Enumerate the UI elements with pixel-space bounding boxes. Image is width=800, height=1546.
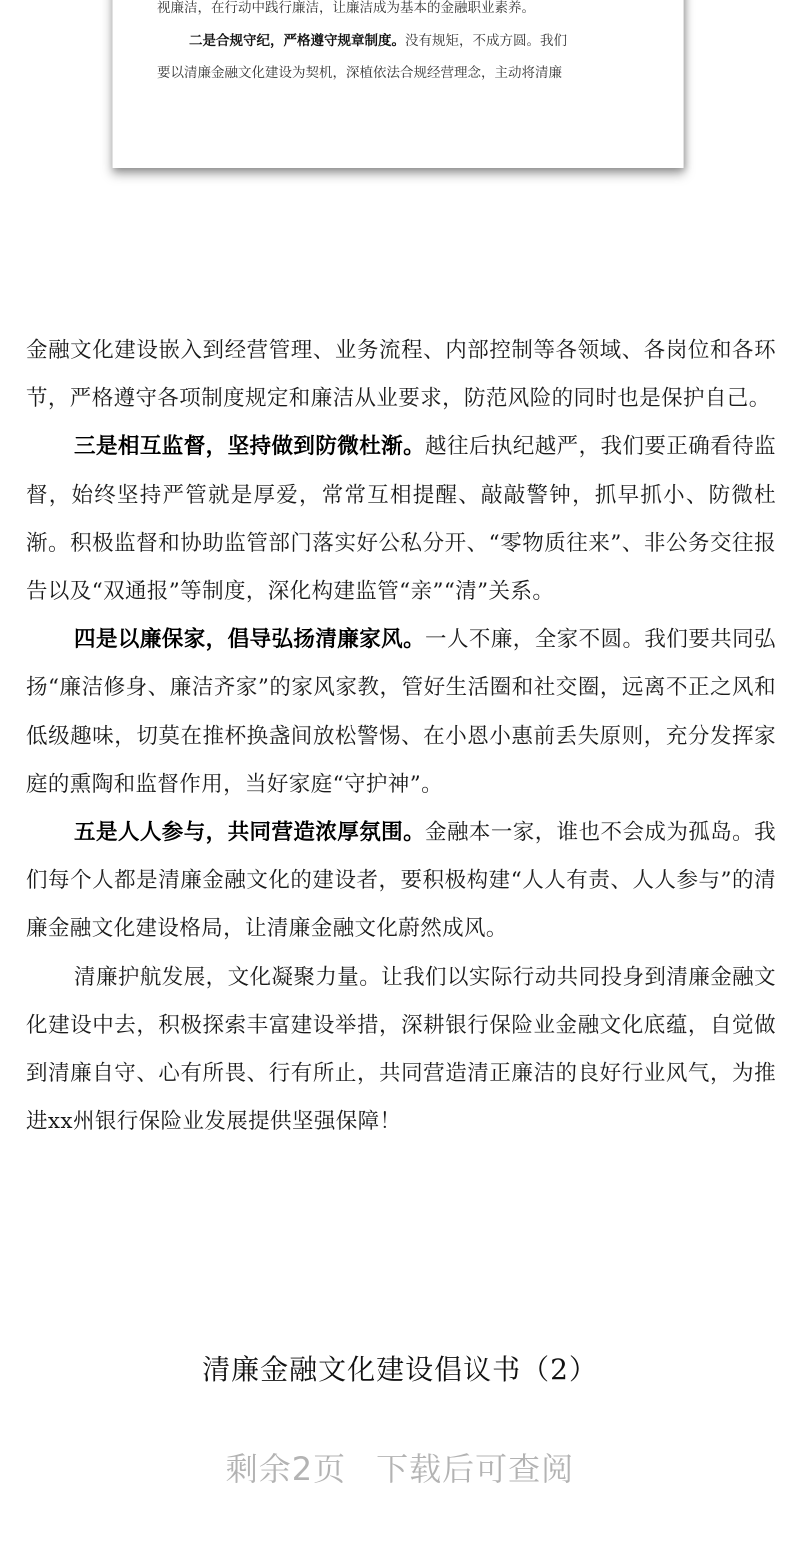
- paragraph-5: 清廉护航发展，文化凝聚力量。让我们以实际行动共同投身到清廉金融文化建设中去，积极探索丰富建设举措，深耕银行保险业金融文化底蕴，自觉做到清廉自守、心有所畏、行有所止，共同营造清正廉洁的良好行业风气，为推进xx州银行保险业发展提供坚强保障！: [26, 964, 776, 1135]
- preview-line-1: 视廉洁，在行动中践行廉洁，让廉洁成为基本的金融职业素养。: [157, 0, 535, 16]
- remaining-pages-label[interactable]: 剩余2页: [225, 1450, 347, 1488]
- preview-page-card: [112, 0, 684, 168]
- preview-line-3: 要以清廉金融文化建设为契机，深植依法合规经营理念，主动将清廉: [157, 65, 562, 81]
- remaining-pages-prompt[interactable]: [0, 1444, 800, 1490]
- section-title: 清廉金融文化建设倡议书（2）: [202, 1353, 598, 1386]
- paragraph-2-heading: 三是相互监督，坚持做到防微杜渐。: [74, 434, 426, 460]
- paragraph-3: [26, 616, 776, 809]
- paragraph-3-heading: 四是以廉保家，倡导弘扬清廉家风。: [74, 627, 426, 653]
- article-body: [26, 327, 776, 1146]
- paragraph-2: [26, 423, 776, 616]
- paragraph-2-text: 越往后执纪越严，我们要正确看待监督，始终坚持严管就是厚爱，常常互相提醒、敲敲警钟，抓早抓小、防微杜渐。积极监督和协助监管部门落实好公私分开、“零物质往来”、非公务交往报告以及“双通报”等制度，深化构建监管“亲”“清”关系。: [26, 434, 776, 605]
- paragraph-4-text: 金融本一家，谁也不会成为孤岛。我们每个人都是清廉金融文化的建设者，要积极构建“人人有责、人人参与”的清廉金融文化建设格局，让清廉金融文化蔚然成风。: [26, 820, 776, 942]
- paragraph-4-heading: 五是人人参与，共同营造浓厚氛围。: [74, 820, 426, 846]
- download-to-view-label[interactable]: 下载后可查阅: [376, 1450, 575, 1488]
- preview-line-2-text: 没有规矩，不成方圆。我们: [405, 33, 567, 49]
- paragraph-3-text: 一人不廉，全家不圆。我们要共同弘扬“廉洁修身、廉洁齐家”的家风家教，管好生活圈和社交圈，远离不正之风和低级趣味，切莫在推杯换盏间放松警惕、在小恩小惠前丢失原则，充分发挥家庭的熏陶和监督作用，当好家庭“守护神”。: [26, 627, 776, 797]
- preview-line-2-heading: 二是合规守纪，严格遵守规章制度。: [189, 33, 405, 49]
- preview-line-2: [157, 32, 653, 50]
- paragraph-4: [26, 809, 776, 954]
- paragraph-1: 金融文化建设嵌入到经营管理、业务流程、内部控制等各领域、各岗位和各环节，严格遵守各项制度规定和廉洁从业要求，防范风险的同时也是保护自己。: [26, 338, 776, 412]
